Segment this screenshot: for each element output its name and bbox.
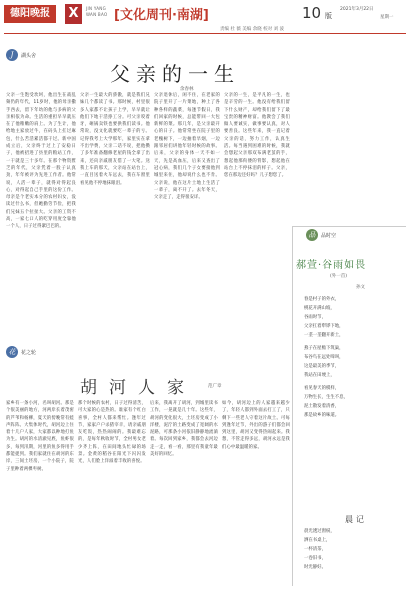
poem-line: 时光静好。: [304, 565, 326, 570]
pinyin-label: JIN YANG WAN BAO: [86, 6, 108, 17]
page-number: 10: [302, 4, 322, 22]
article2-column-1: 家乡有一条小河，名叫胡河。那是个很美丽的地方，河两岸长着茂密的芦苇和杨柳，夏天的傍晚常有蛙声阵阵。大集体时代，胡河边上住着十几户人家，大家都以种地打鱼为生。胡河的水清澈见底，鱼虾很多，每到汛期，河里的鱼多得用手都能捉到。我们家就住在胡河的东岸，三间土坯房，一个小院子，院子里种着两棵枣树。: [6, 401, 74, 472]
editor-credits: 责编 杜 薇 美编 余晓 校对 刘 波: [220, 27, 285, 32]
poem-line: 看见春天的模样，: [304, 386, 340, 391]
article2-column-4: 如今，胡河边上的人家越来越少了，年轻人都到外面去打工了，只剩下一些老人守着这片故土。可每到逢年过节，外出的游子们都会回到这里，胡河又变得热闹起来。我想，不管走得多远，胡河永远是我们心中最温暖的家。: [222, 401, 290, 450]
poem-author: 孙文: [356, 285, 365, 290]
poem-line: 万物生长，生生不息，: [304, 395, 348, 400]
newspaper-logo: 德阳晚报: [4, 5, 56, 23]
poem-line: 春是村子的外衣，: [304, 297, 340, 302]
poem-line: 燕子在屋檐下筑巢，: [304, 346, 344, 351]
article1-column-4: 父亲的一生，是平凡的一生，也是辛劳的一生。他没有给我们留下什么财产，却给我们留下了最宝贵的精神财富。他教会了我们做人要诚实，做事要认真，对人要善良。这些年来，我一直记着父亲的话，努力工作，认真生活。每当遇到困难的时候，我就会想起父亲那双布满老茧的手，想起他那佝偻的背影，想起他在站台上不停抹泪的样子。父亲，您在那边还好吗？儿子想您了。: [224, 93, 290, 179]
poem-title: 郝萱·谷雨如畏: [296, 260, 367, 271]
poem-line: 桃花开满山坡，: [304, 306, 335, 311]
poem-line: 洒在书桌上，: [304, 538, 331, 543]
issue-weekday: 星期一: [380, 15, 394, 20]
section-title: [文化周刊·南湖]: [114, 8, 209, 23]
poem-line: 父亲扛着犁铧下地，: [304, 324, 344, 329]
poem-line: 我站在田埂上，: [304, 373, 335, 378]
poem-subtitle: (外一首): [330, 274, 348, 279]
poem-line: 那是故乡的味道。: [304, 413, 340, 418]
poem-line: 布谷鸟在远处啼叫，: [304, 355, 344, 360]
article1-byline: 余春林: [180, 87, 194, 92]
poem-line: 一卷旧书，: [304, 556, 326, 561]
poem-line: 谷雨时节，: [304, 315, 326, 320]
poem-line: 晨光透过窗棂，: [304, 529, 335, 534]
article1-column-1: 父亲一生饱受坎坷，他出生在战乱频仍的年代，11岁时，他的母亲撒手西去，留下年幼的他与多病的父亲相依为命。生活的重担早早就压在了他稚嫩的肩上。为了生计，他给地主家放过牛，在码头上扛过麻包，什么苦活累活都干过。新中国成立后，父亲终于过上了安稳日子，他被招进了县里的粮站工作，一干就是三十多年。在那个物资匮乏的年代，父亲凭着一股子认真劲，年年被评为先进工作者。他常说，人活一辈子，就得对得起良心，对得起自己手里的这份工作。母亲是个老实本分的农村妇女，没读过什么书，但她勤劳节俭，把我们兄妹五个拉扯大。父亲的工资不高，一家七口人的吃穿用度全靠他一个人，日子过得紧巴巴的。: [6, 93, 76, 230]
poem-tag-icon: 品: [306, 229, 318, 241]
poem-line: 一垄一垄翻开新土，: [304, 333, 344, 338]
article2-title: 胡河人家: [80, 378, 196, 398]
article1-title: 父亲的一生: [110, 62, 240, 86]
column-tag-left-top: 湖头舍: [21, 53, 37, 59]
issue-date: 2021年3月22日: [340, 7, 374, 12]
morning-poem-title: 晨记: [345, 515, 367, 524]
column-tag-icon: J: [6, 49, 18, 61]
article2-byline: 范广章: [208, 384, 222, 389]
column-tag-left-bottom: 花之轮: [21, 350, 37, 356]
page-header: [0, 0, 410, 38]
column-tag-right: 品时空: [321, 233, 337, 239]
poem-line: 泥土散发着清香，: [304, 404, 340, 409]
poem-box-top-border: [292, 226, 406, 227]
poem-box-border: [292, 226, 293, 586]
column-tag-icon: 花: [6, 346, 18, 358]
x-logo-icon: X: [65, 4, 82, 24]
article2-column-3: 后来，我离开了胡河，到城里读书工作，一晃就是几十年。这些年，胡河的变化很大，土坯房变成了小洋楼，泥泞的土路变成了宽阔的水泥路，可那条小河依旧静静地流淌着。每次回到家乡，我都会去河边走一走，看一看，那里有我童年最美好的回忆。: [150, 401, 218, 458]
article1-column-2: 父亲一生最大的骄傲，就是我们兄妹几个都读了书。那时候，村里很多人家都不让孩子上学，早早就让他们下地干活挣工分。可父亲咬着牙，砸锅卖铁也要供我们读书。他常说，没文化就要吃一辈子的亏。记得我考上大学那年，家里实在拿不出学费，父亲二话不说，把他攒了多年准备翻修老屋的钱全拿了出来，还向亲戚朋友借了一大笔。送我上车的那天，父亲站在站台上，一直目送着火车远去，我在车窗里看见他不停地抹眼泪。: [80, 93, 150, 186]
page-suffix: 版: [325, 12, 332, 20]
poem-line: 这是最美的季节，: [304, 364, 340, 369]
poem-line: 一杯清茶，: [304, 547, 326, 552]
header-divider: [4, 33, 406, 34]
article1-column-3: 父亲退休后，闲不住，在老家的院子里开了一片菜地，种上了各种各样的蔬菜，每逢节假日，我们回家的时候，总能带回一大包新鲜的菜。那几年，是父亲最开心的日子。他常常坐在院子里的老槐树下，一边抽着旱烟，一边跟邻居们讲他年轻时候的故事。后来，父亲的身体一天不如一天，先是高血压，后来又查出了冠心病，我们几个子女要接他到城里来住，他却说什么也不肯。父亲说，他在这片土地上生活了一辈子，离不开了。去年冬天，父亲走了，走得很安详。: [154, 93, 220, 201]
article2-column-2: 那个时候的农村，日子过得清苦，可大家的心是热的。谁家有个红白喜事，全村人都来帮忙。逢年过节，家家户户杀猪宰羊，请亲戚朋友吃饭，热热闹闹的。我最难忘的，是每年秋收时节，全村男女老少齐上阵，在田间地头忙碌的场景。金黄的稻谷在阳光下闪闪发光，人们脸上洋溢着丰收的喜悦。: [78, 401, 146, 465]
